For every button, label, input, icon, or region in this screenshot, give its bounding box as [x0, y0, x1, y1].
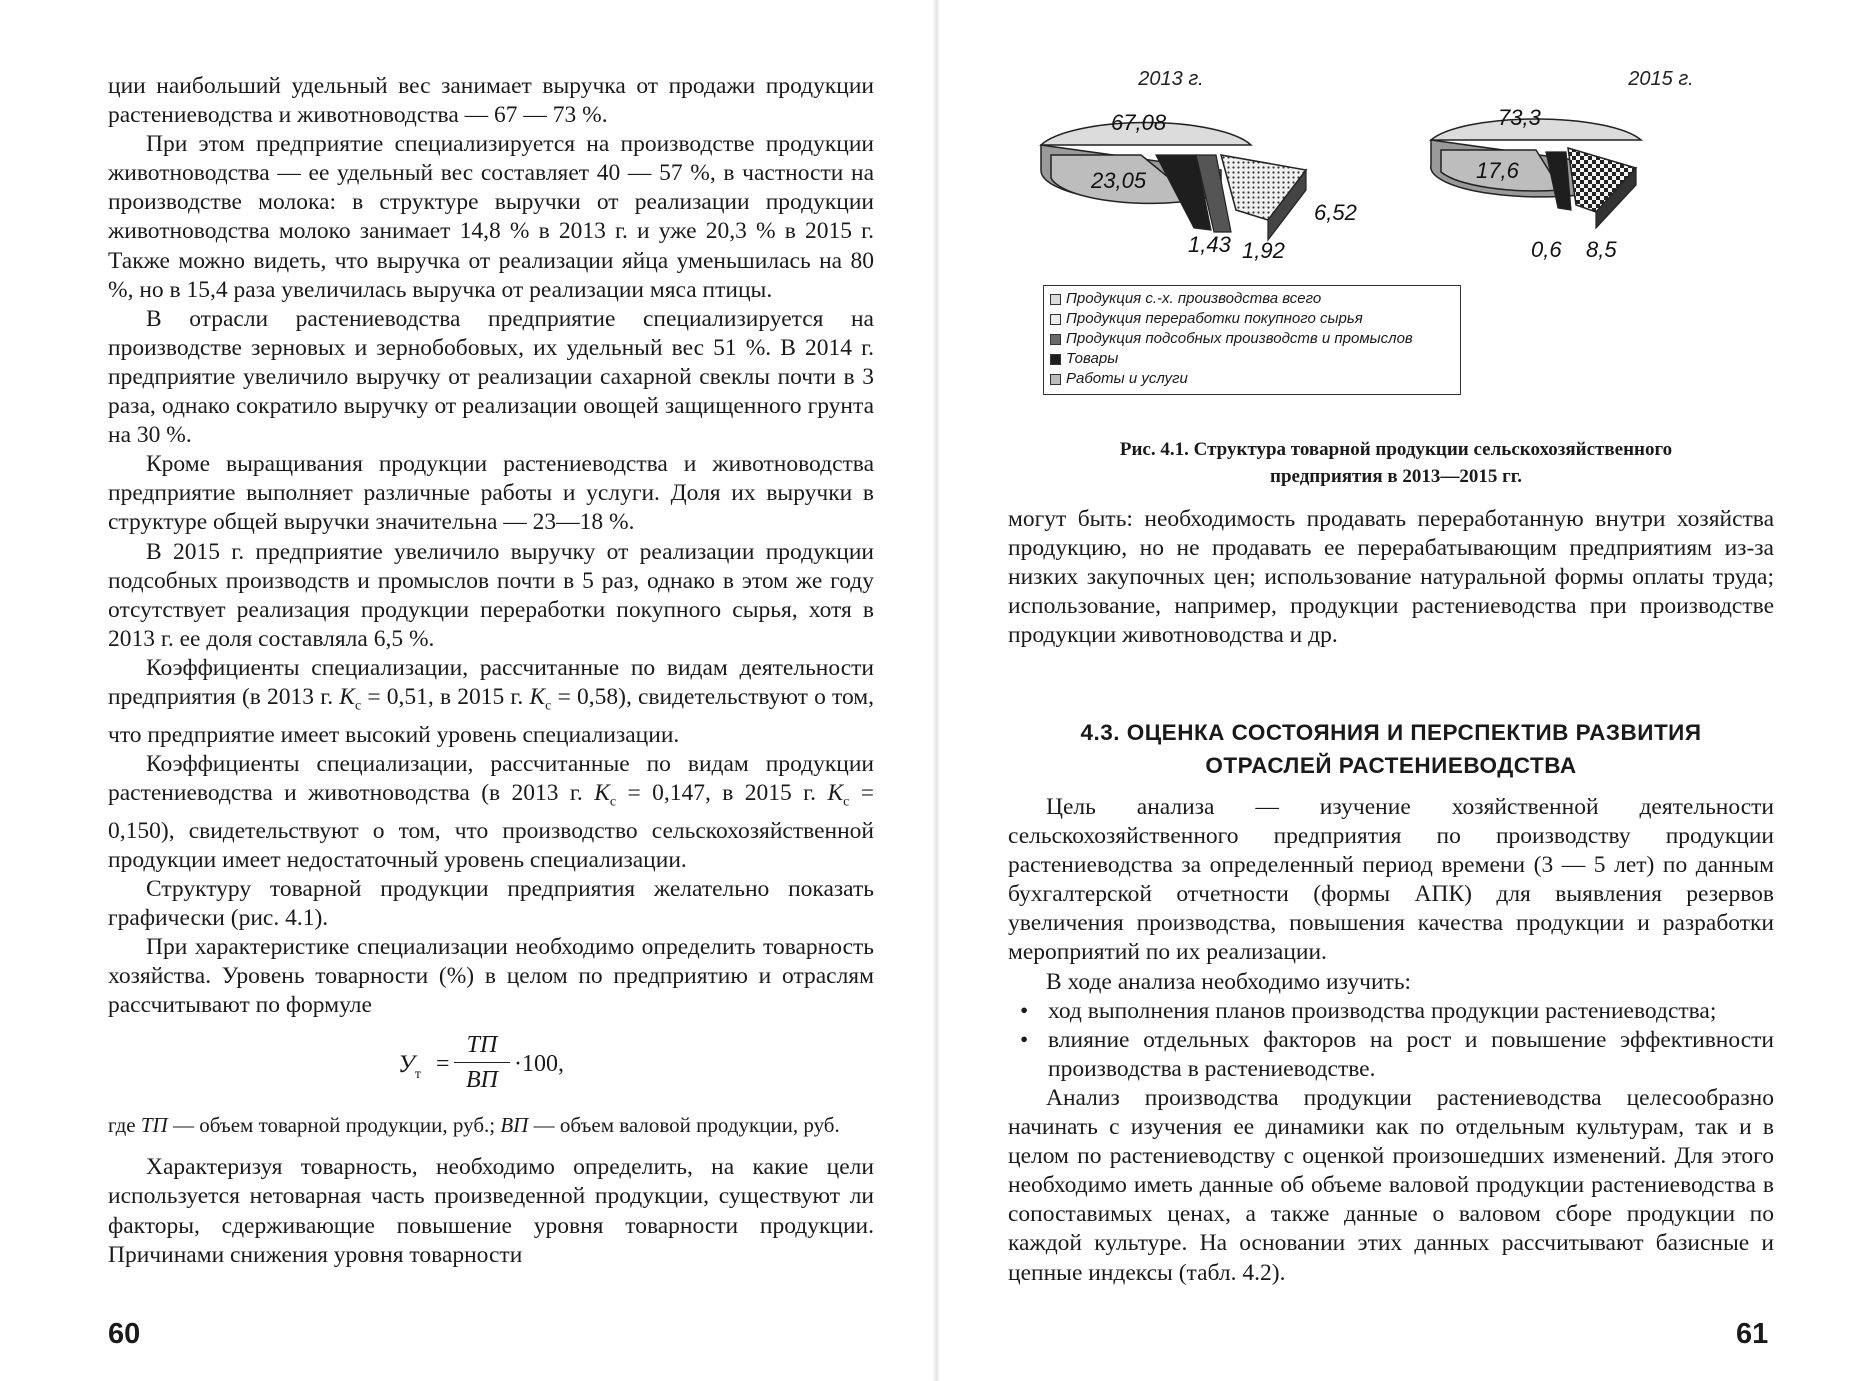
- formula-marketability: $У_т$ = ТП ВП ·100,: [108, 1020, 874, 1112]
- pie-2015: [1431, 105, 1641, 262]
- formula-explanation: где ТП — объем товарной продукции, руб.; ВП — объем валовой продукции, руб.: [108, 1113, 840, 1138]
- legend-swatch: [1050, 314, 1061, 325]
- paragraph: могут быть: необходимость продавать переработанную внутри хозяйства продукцию, но не продавать ее перерабатывающим предприятиям из-за низких закупочных цен; использование натуральной формы оплаты труда; использование, например, продукции растениеводства при производстве продукции животноводства и др.: [1008, 506, 1774, 649]
- legend-item: Работы и услуги: [1050, 369, 1454, 389]
- legend-item: Продукция переработки покупного сырья: [1050, 309, 1454, 329]
- formula-denominator: ВП: [466, 1067, 498, 1094]
- list-item: • влияние отдельных факторов на рост и повышение эффективности производства в растениеводстве.: [1020, 1026, 1774, 1082]
- left-text-column: [108, 72, 874, 1270]
- paragraph: При характеристике специализации необходимо определить товарность хозяйства. Уровень товарности (%) в целом по предприятию и отраслям рассчитывают по формуле: [108, 934, 874, 1019]
- pie-charts-figure: [1036, 60, 1756, 280]
- right-text-column-bottom: [1008, 793, 1774, 1288]
- legend-swatch: [1050, 334, 1061, 345]
- paragraph: Характеризуя товарность, необходимо определить, на какие цели используется нетоварная часть произведенной продукции, существуют ли факторы, сдерживающие повышение уровня товарности продукции. Причинами снижения уровня товарности: [108, 1154, 874, 1268]
- paragraph: При этом предприятие специализируется на производстве продукции животноводства — ее удельный вес составляет 40 — 57 %, в частности на производстве молока: в структуре выручки от реализации продукции животноводства молоко занимает 14,8 % в 2013 г. и уже 20,3 % в 2015 г. Также можно видеть, что выручка от реализации яйца уменьшилась на 80 %, но в 15,4 раза увеличилась выручка от реализации мяса птицы.: [108, 131, 874, 303]
- paragraph: Анализ производства продукции растениеводства целесообразно начинать с изучения ее динамики как по отдельным культурам, так и в целом по растениеводству с оценкой произошедших изменений. Для этого необходимо иметь данные об объеме валовой продукции растениеводства в сопоставимых ценах, а также данные о валовом сборе продукции по каждой культуре. На основании этих данных рассчитывают базисные и цепные индексы (табл. 4.2).: [1008, 1084, 1774, 1286]
- chart-title-2013: 2013 г.: [1138, 68, 1204, 90]
- pie-2015-label-agriculture: 73,3: [1498, 105, 1541, 130]
- legend-item: Товары: [1050, 349, 1454, 369]
- legend-item: Продукция подсобных производств и промыслов: [1050, 329, 1454, 349]
- formula-numerator: ТП: [454, 1028, 510, 1063]
- pie-2015-label-goods: 0,6: [1531, 237, 1562, 262]
- right-page: [936, 0, 1872, 1381]
- page-number: 60: [108, 1318, 141, 1350]
- right-text-column-top: [1008, 505, 1774, 650]
- paragraph: В 2015 г. предприятие увеличило выручку от реализации продукции подсобных производств и промыслов почти в 5 раз, однако в этом же году отсутствует реализация продукции переработки покупного сырья, хотя в 2013 г. ее доля составляла 6,5 %.: [108, 538, 874, 652]
- chart-legend: [1043, 285, 1461, 395]
- pie-2015-label-subsidiary: 8,5: [1586, 237, 1617, 262]
- legend-swatch: [1050, 294, 1061, 305]
- page-number: 61: [1736, 1318, 1769, 1350]
- paragraph: ции наибольший удельный вес занимает выручка от продажи продукции растениеводства и животноводства — 67 — 73 %.: [108, 73, 874, 129]
- paragraph: В отрасли растениеводства предприятие специализируется на производстве зерновых и зернобобовых, их удельный вес 51 %. В 2014 г. предприятие увеличило выручку от реализации сахарной свеклы почти в 3 раза, однако сократило выручку от реализации овощей защищенного грунта на 30 %.: [108, 305, 874, 449]
- section-title: 4.3. ОЦЕНКА СОСТОЯНИЯ И ПЕРСПЕКТИВ РАЗВИТИЯ ОТРАСЛЕЙ РАСТЕНИЕВОДСТВА: [1080, 720, 1702, 778]
- pie-2013-label-subsidiary: 1,92: [1242, 238, 1285, 263]
- chart-title-2015: 2015 г.: [1628, 68, 1694, 90]
- pie-2013-label-agriculture: 67,08: [1111, 110, 1167, 135]
- paragraph: Кроме выращивания продукции растениеводства и животноводства предприятие выполняет различные работы и услуги. Доля их выручки в структуре общей выручки значительна — 23—18 %.: [108, 451, 874, 536]
- paragraph: В ходе анализа необходимо изучить:: [1046, 968, 1412, 995]
- legend-item: Продукция с.-х. производства всего: [1050, 289, 1454, 309]
- pie-2013-label-goods: 1,43: [1188, 232, 1231, 257]
- figure-caption: Рис. 4.1. Структура товарной продукции сельскохозяйственного предприятия в 2013—2015 гг.: [1119, 439, 1673, 487]
- list-item: • ход выполнения планов производства продукции растениеводства;: [1020, 997, 1717, 1024]
- paragraph: Структуру товарной продукции предприятия желательно показать графически (рис. 4.1).: [108, 875, 874, 931]
- legend-swatch: [1050, 354, 1061, 365]
- pie-2013: [1041, 110, 1357, 263]
- pie-2013-label-processing: 6,52: [1314, 200, 1357, 225]
- pie-2015-label-services: 17,6: [1476, 158, 1519, 183]
- pie-2013-label-services: 23,05: [1091, 168, 1147, 193]
- legend-swatch: [1050, 374, 1061, 385]
- paragraph-coefficients-2: Коэффициенты специализации, рассчитанные по видам продукции растениеводства и животноводства (в 2013 г. $K_c = 0,147$, в 2015 г. $K_c = 0,150$), свидетельствуют о том, что производство сельскохозяйственной продукции имеет недостаточный уровень специализации.: [108, 750, 875, 873]
- bullet-list: [1008, 997, 1774, 1084]
- paragraph: Цель анализа — изучение хозяйственной деятельности сельскохозяйственного предприятия по производству продукции растениеводства за определенный период времени (3 — 5 лет) по данным бухгалтерской отчетности (формы АПК) для выявления резервов увеличения производства, повышения качества продукции и разработки мероприятий по их реализации.: [1008, 794, 1774, 966]
- paragraph-coefficients-1: Коэффициенты специализации, рассчитанные по видам деятельности предприятия (в 2013 г. $K_c = 0,51$, в 2015 г. $K_c = 0,58$), свидетельствуют о том, что предприятие имеет высокий уровень специализации.: [108, 654, 875, 748]
